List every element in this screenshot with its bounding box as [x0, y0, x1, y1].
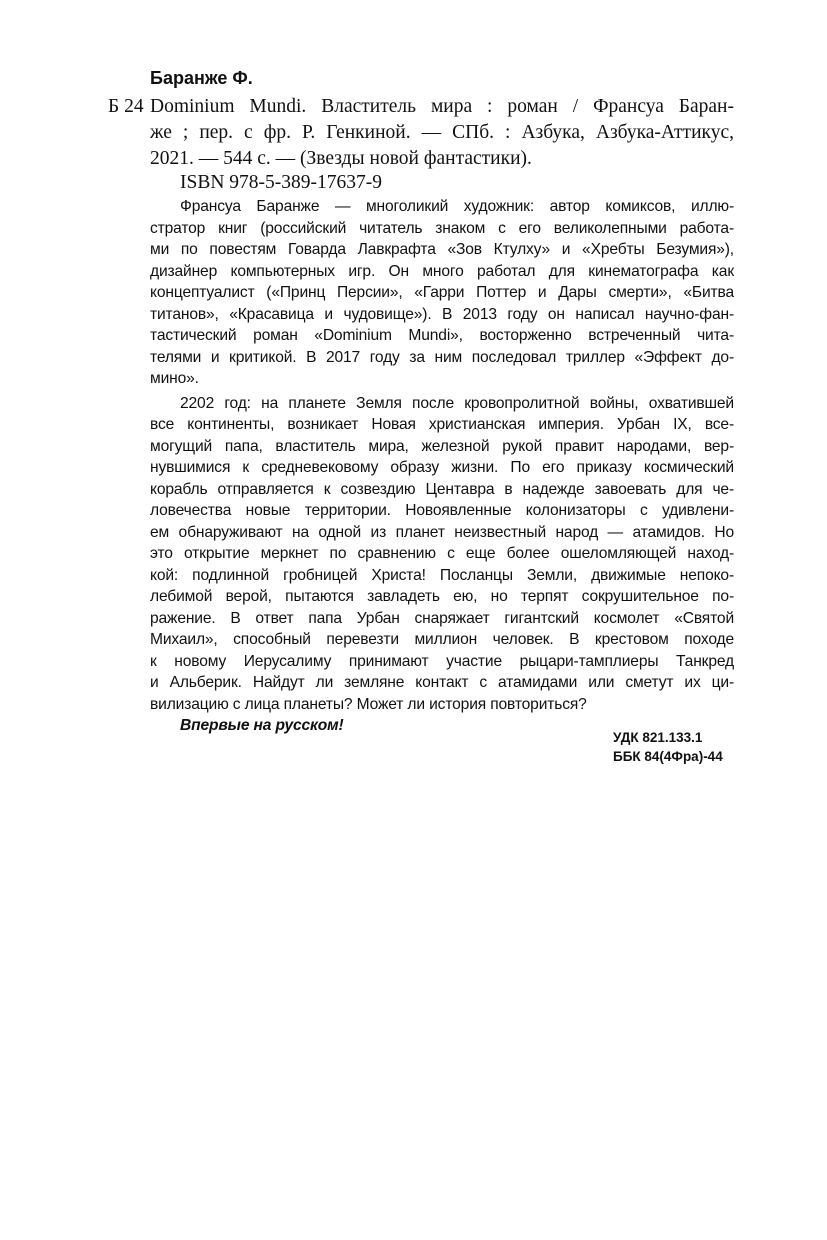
isbn: ISBN 978-5-389-17637-9: [180, 172, 383, 193]
annotation: [150, 196, 734, 737]
annotation-line: ражение. В ответ папа Урбан снаряжает гигантский космолет «Святой: [150, 609, 734, 627]
annotation-line: дизайнер компьютерных игр. Он много работал для кинематографа как: [150, 262, 734, 280]
annotation-line: ем обнаруживают на одной из планет неизвестный народ — атамидов. Но: [150, 523, 734, 541]
annotation-line: тастический роман «Dominium Mundi», восторженно встреченный чита-: [150, 327, 734, 344]
annotation-line: это открытие меркнет по сравнению с еще более ошеломляющей наход-: [150, 545, 734, 562]
annotation-line: нувшимися к средневековому образу жизни. По его приказу космический: [150, 459, 734, 476]
annotation-line: корабль отправляется к созвездию Центавра в надежде завоевать для че-: [150, 480, 734, 498]
annotation-line: Франсуа Баранже — многоликий художник: автор комиксов, иллю-: [180, 198, 734, 215]
annotation-line: ловечества новые территории. Новоявленные колонизаторы с удивлени-: [150, 502, 734, 519]
tagline: Впервые на русском!: [180, 717, 344, 734]
bibliographic-line: же ; пер. с фр. Р. Генкиной. — СПб. : Азбука, Азбука-Аттикус,: [150, 122, 734, 143]
bibliographic-description: [150, 94, 734, 172]
bibliographic-line: Dominium Mundi. Властитель мира : роман / Франсуа Баран-: [150, 96, 734, 117]
annotation-paragraph-author: [150, 196, 734, 390]
annotation-line: все континенты, возникает Новая христианская империя. Урбан IX, все-: [150, 416, 734, 433]
annotation-line: могущий папа, властитель мира, железной рукой правит народами, вер-: [150, 437, 734, 455]
annotation-line: ми по повестям Говарда Лавкрафта «Зов Ктулху» и «Хребты Безумия»),: [150, 241, 734, 258]
udk-index: УДК 821.133.1: [613, 730, 703, 745]
bibliographic-line: 2021. — 544 с. — (Звезды новой фантастики).: [150, 148, 532, 169]
annotation-line: кой: подлинной гробницей Христа! Посланцы Земли, движимые непоко-: [150, 566, 734, 584]
classification-indices: [613, 728, 723, 766]
annotation-line: стратор книг (российский читатель знаком с его великолепными работа-: [150, 219, 734, 237]
author-heading: Баранже Ф.: [150, 68, 253, 88]
annotation-line: лебимой верой, пытаются завладеть ею, но терпят сокрушительное по-: [150, 588, 734, 605]
annotation-line: Михаил», способный перевезти миллион человек. В крестовом походе: [150, 631, 734, 648]
classification-code: Б 24: [108, 96, 144, 117]
annotation-line: и Альберик. Найдут ли земляне контакт с атамидами или сметут их ци-: [150, 674, 734, 691]
annotation-paragraph-plot: [150, 393, 734, 716]
annotation-line: концептуалист («Принц Персии», «Гарри Поттер и Дары смерти», «Битва: [150, 284, 734, 301]
annotation-line: к новому Иерусалиму принимают участие рыцари-тамплиеры Танкред: [150, 652, 734, 670]
annotation-line: мино».: [150, 370, 199, 387]
bbk-index: ББК 84(4Фра)-44: [613, 749, 723, 764]
annotation-line: титанов», «Красавица и чудовище»). В 2013 году он написал научно-фан-: [150, 305, 734, 323]
annotation-line: 2202 год: на планете Земля после кровопролитной войны, охватившей: [180, 394, 734, 412]
annotation-line: вилизацию с лица планеты? Может ли история повториться?: [150, 695, 587, 713]
annotation-line: телями и критикой. В 2017 году за ним последовал триллер «Эффект до-: [150, 348, 734, 366]
